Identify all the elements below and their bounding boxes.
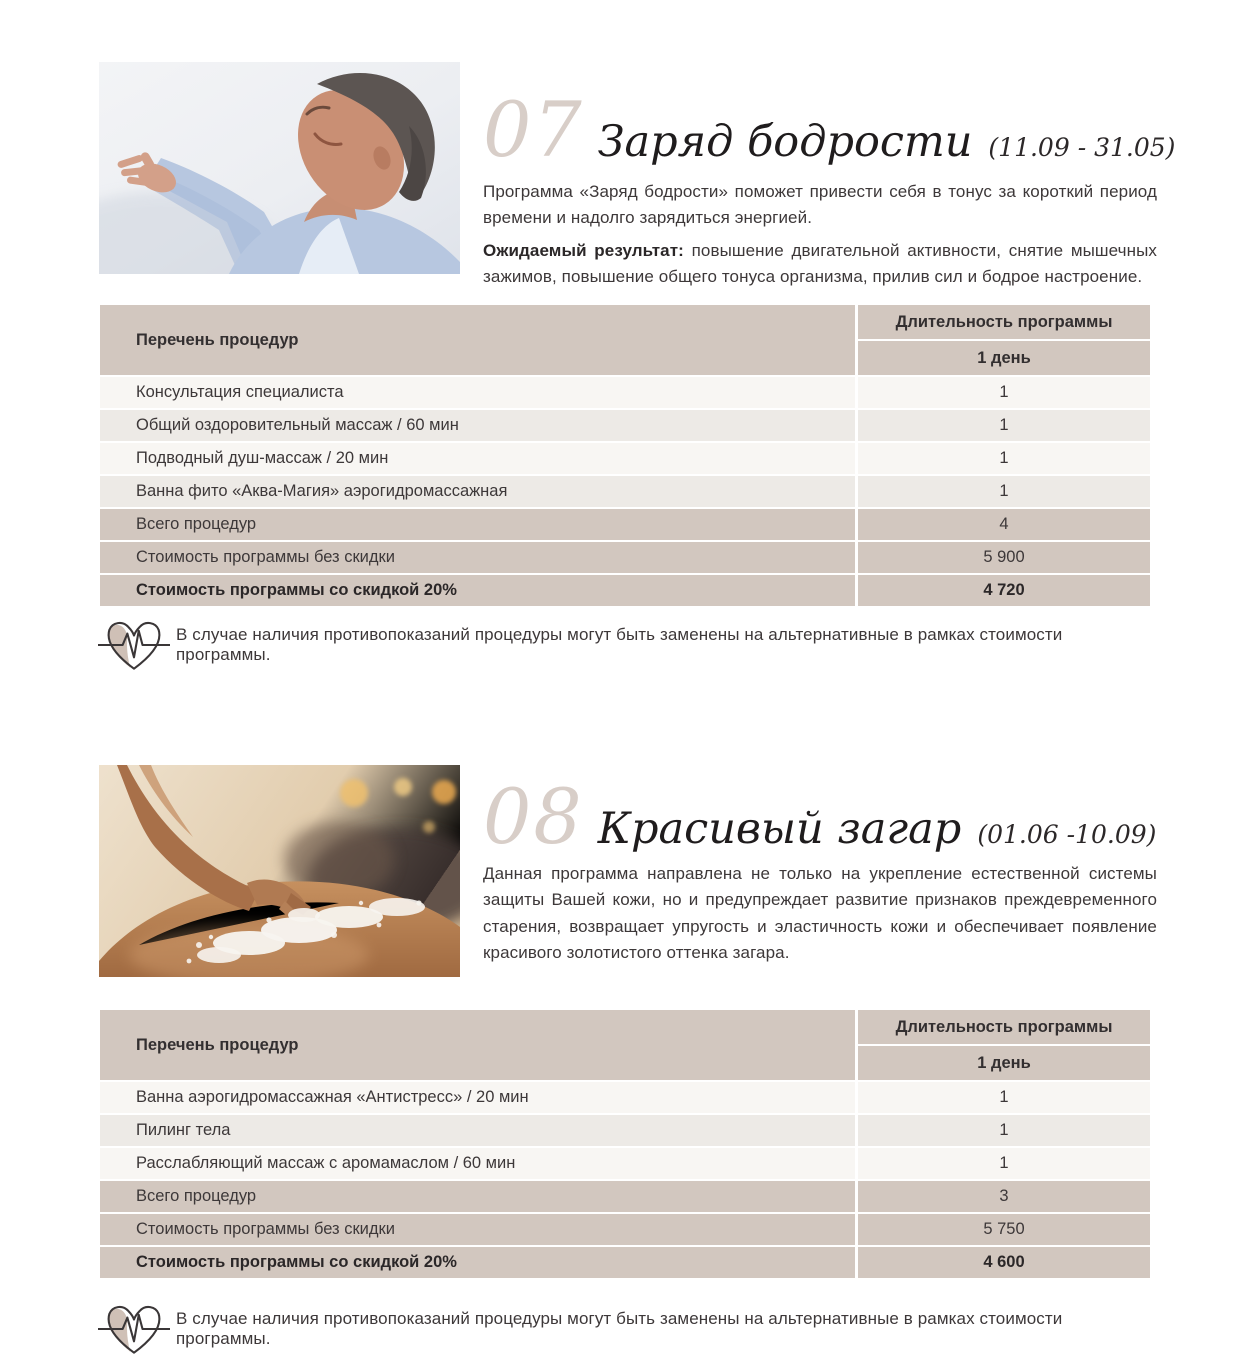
section-08-note (98, 1300, 1154, 1358)
table-discount-price-value: 4 600 (858, 1247, 1150, 1278)
section-07-dates: (11.09 - 31.05) (988, 133, 1176, 162)
table-row-value: 1 (858, 1082, 1150, 1113)
note-text: В случае наличия противопоказаний процедуры могут быть заменены на альтернативные в рамках стоимости программы. (176, 1309, 1063, 1348)
table-07-header-procedures: Перечень процедур (100, 305, 855, 375)
section-07-table (100, 305, 1150, 606)
table-row-value: 1 (858, 377, 1150, 408)
table-row-value: 1 (858, 476, 1150, 507)
section-08-title: Красивый загар (597, 804, 962, 854)
section-08-intro: Данная программа направлена не только на укрепление естественной системы защиты Вашей кожи, но и предупреждает развитие признаков преждевременного старения, возвращает упругость и эластичность кожи и обеспечивает появление красивого золотистого оттенка загара. (483, 864, 1157, 963)
table-price-value: 5 750 (858, 1214, 1150, 1245)
salt-scrub-massage-illustration (99, 765, 460, 977)
table-row: Пилинг тела (100, 1115, 855, 1146)
table-row-value: 1 (858, 1148, 1150, 1179)
section-07-title: Заряд бодрости (597, 117, 973, 167)
note-text: В случае наличия противопоказаний процедуры могут быть заменены на альтернативные в рамках стоимости программы. (176, 625, 1063, 664)
table-discount-price-row: Стоимость программы со скидкой 20% (100, 1247, 855, 1278)
table-row: Ванна фито «Аква-Магия» аэрогидромассажная (100, 476, 855, 507)
table-total-row: Всего процедур (100, 509, 855, 540)
section-08-heading (483, 772, 1157, 861)
table-08-header-day: 1 день (858, 1046, 1150, 1080)
table-total-value: 3 (858, 1181, 1150, 1212)
table-discount-price-row: Стоимость программы со скидкой 20% (100, 575, 855, 606)
table-price-value: 5 900 (858, 542, 1150, 573)
table-row-value: 1 (858, 410, 1150, 441)
table-08-header-duration: Длительность программы (858, 1010, 1150, 1044)
section-07-number: 07 (483, 85, 584, 174)
section-08-dates: (01.06 -10.09) (977, 820, 1157, 849)
table-row: Консультация специалиста (100, 377, 855, 408)
section-08-number: 08 (483, 772, 584, 861)
result-text: повышение двигательной активности, снятие мышечных зажимов, повышение общего тонуса организма, прилив сил и бодрое настроение. (483, 241, 1158, 287)
section-07-note (98, 616, 1154, 674)
table-row-value: 1 (858, 443, 1150, 474)
section-07-heading (483, 85, 1176, 174)
table-row: Ванна аэрогидромассажная «Антистресс» / 20 мин (100, 1082, 855, 1113)
section-08-table (100, 1010, 1150, 1278)
table-row: Подводный душ-массаж / 20 мин (100, 443, 855, 474)
table-total-value: 4 (858, 509, 1150, 540)
table-08-header-procedures: Перечень процедур (100, 1010, 855, 1080)
section-07-result (483, 238, 1157, 291)
table-row-value: 1 (858, 1115, 1150, 1146)
heart-pulse-icon (98, 1300, 170, 1358)
table-discount-price-value: 4 720 (858, 575, 1150, 606)
table-07-header-duration: Длительность программы (858, 305, 1150, 339)
section-07-photo (99, 62, 460, 274)
table-row: Общий оздоровительный массаж / 60 мин (100, 410, 855, 441)
section-08-photo (99, 765, 460, 977)
table-total-row: Всего процедур (100, 1181, 855, 1212)
table-price-row: Стоимость программы без скидки (100, 542, 855, 573)
table-07-header-day: 1 день (858, 341, 1150, 375)
result-label: Ожидаемый результат: (483, 241, 684, 260)
section-07-intro: Программа «Заряд бодрости» поможет привести себя в тонус за короткий период времени и надолго зарядиться энергией. (483, 182, 1157, 228)
table-price-row: Стоимость программы без скидки (100, 1214, 855, 1245)
table-row: Расслабляющий массаж с аромамаслом / 60 мин (100, 1148, 855, 1179)
man-arms-outstretched-illustration (99, 62, 460, 274)
heart-pulse-icon (98, 616, 170, 674)
